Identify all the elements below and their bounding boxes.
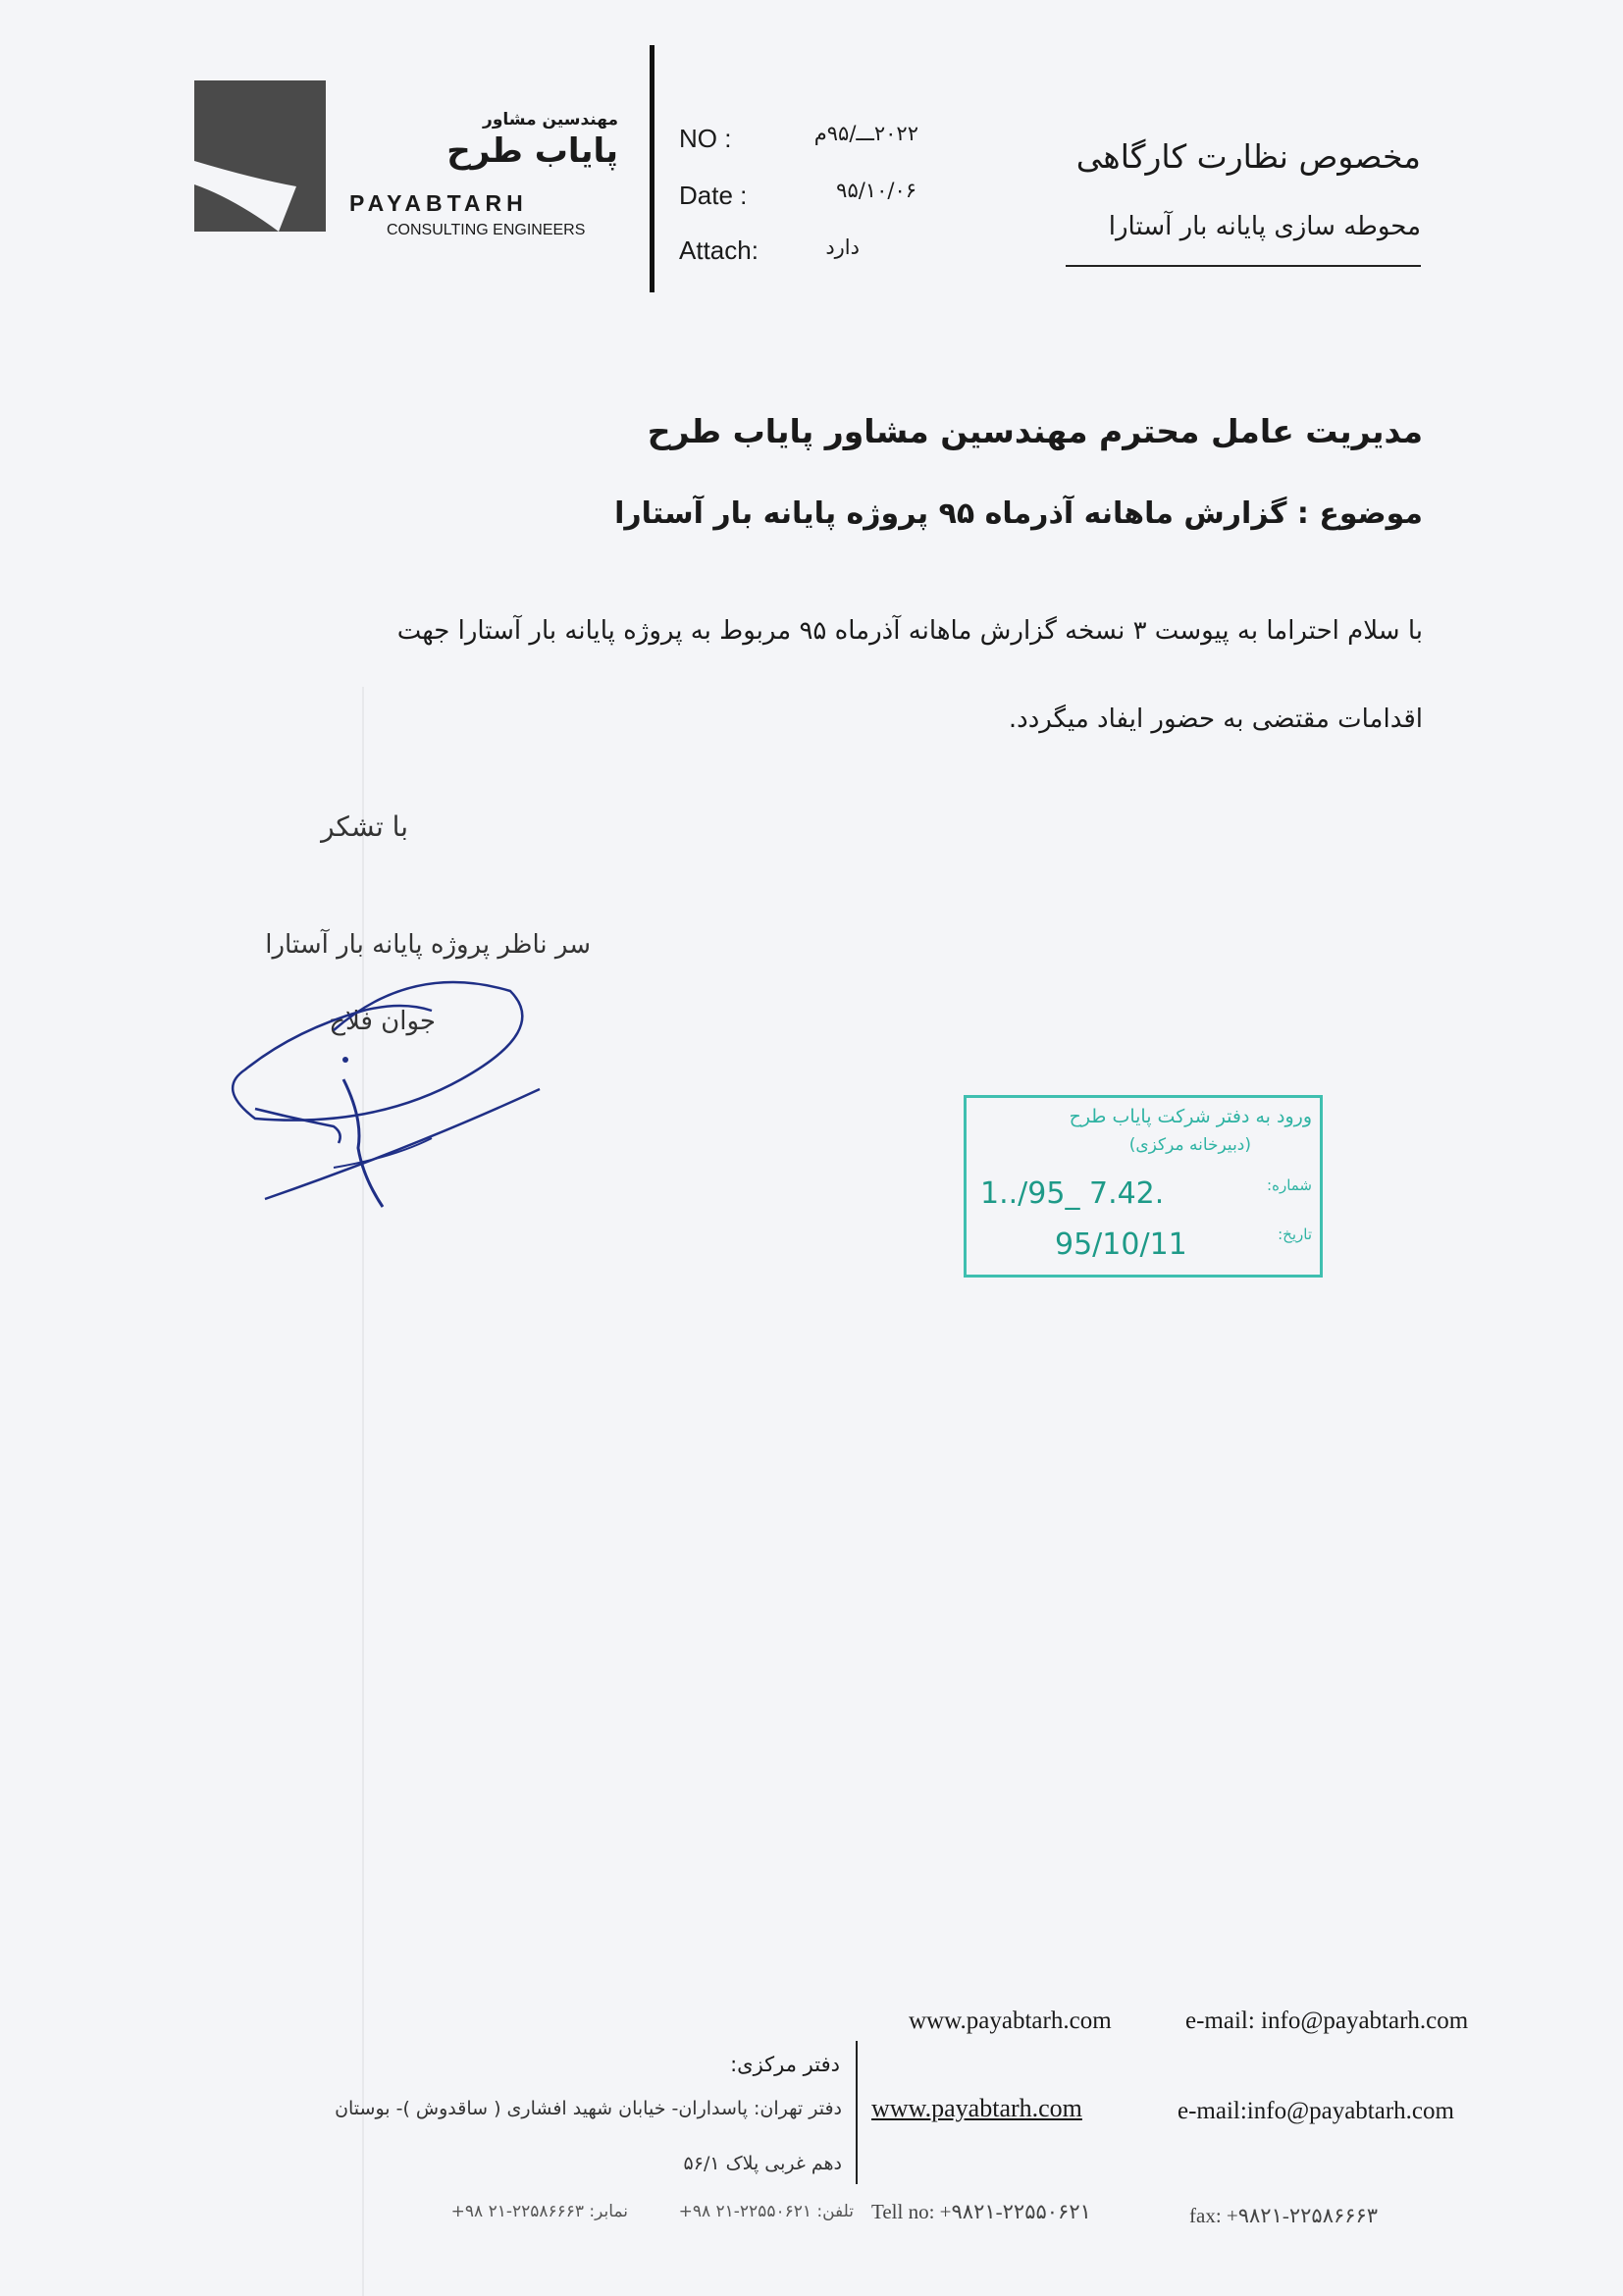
letter-subheading: محوطه سازی پایانه بار آستارا	[1108, 212, 1421, 241]
stamp-title: ورود به دفتر شرکت پایاب طرح	[1069, 1106, 1312, 1127]
stamp-date-label: تاریخ:	[1278, 1226, 1312, 1243]
stamp-subtitle: (دبیرخانه مرکزی)	[1128, 1135, 1251, 1155]
subject-line: موضوع : گزارش ماهانه آذرماه ۹۵ پروژه پایانه بار آستارا	[614, 496, 1423, 531]
footer-email-2: e-mail:info@payabtarh.com	[1178, 2098, 1454, 2124]
header-divider	[650, 45, 654, 292]
attachment-value: دارد	[825, 235, 860, 259]
addressee: مدیریت عامل محترم مهندسین مشاور پایاب طرح	[647, 412, 1423, 450]
footer-tehran-address: دفتر تهران: پاسداران- خیابان شهید افشاری ( ساقدوش )- بوستان	[335, 2098, 842, 2119]
letter-date-label: Date :	[679, 181, 748, 210]
footer-phone: Tell no: +۹۸۲۱-۲۲۵۵۰۶۲۱	[871, 2200, 1091, 2223]
footer-website-link[interactable]: www.payabtarh.com	[871, 2094, 1082, 2122]
footer-central-office: دفتر مرکزی:	[730, 2053, 840, 2076]
logo-tagline: CONSULTING ENGINEERS	[387, 222, 586, 238]
paper-fold-line	[362, 687, 364, 2296]
closing: با تشکر	[321, 810, 408, 843]
letter-heading: مخصوص نظارت کارگاهی	[1075, 137, 1421, 176]
stamp-number-label: شماره:	[1267, 1176, 1312, 1194]
footer-divider	[856, 2041, 858, 2184]
attachment-label: Attach:	[679, 235, 759, 265]
footer-website: www.payabtarh.com	[909, 2008, 1112, 2034]
footer-fax: fax: +۹۸۲۱-۲۲۵۸۶۶۶۳	[1189, 2204, 1379, 2227]
letter-date-value: ۹۵/۱۰/۰۶	[836, 179, 916, 202]
subheading-underline	[1066, 265, 1421, 267]
footer-phone-persian: تلفن: ۲۲۵۵۰۶۲۱-۲۱ ۹۸+	[678, 2202, 854, 2221]
stamp-number-value: 1../95_ 7.42.	[980, 1176, 1165, 1211]
footer-address-line-2: دهم غربی پلاک ۵۶/۱	[683, 2153, 842, 2174]
logo-persian-caption: مهندسین مشاور	[483, 110, 618, 130]
logo-mark-icon	[194, 80, 326, 232]
letter-number-value: ۲۰۲۲ـــ/۹۵م	[813, 122, 918, 145]
receipt-stamp	[964, 1095, 1323, 1278]
footer-email: e-mail: info@payabtarh.com	[1185, 2008, 1469, 2034]
stamp-date-value: 95/10/11	[1055, 1227, 1187, 1262]
body-paragraph-line-2: اقدامات مقتضی به حضور ایفاد میگردد.	[1008, 704, 1423, 734]
signature-icon	[216, 971, 550, 1217]
logo-persian-name: پایاب طرح	[446, 131, 618, 171]
letter-number-label: NO :	[679, 124, 732, 153]
signer-name: جوان فلاح	[329, 1007, 436, 1036]
footer-fax-persian: نمابر: ۲۲۵۸۶۶۶۳-۲۱ ۹۸+	[450, 2202, 628, 2221]
logo-english-name: PAYABTARH	[349, 190, 528, 216]
body-paragraph-line-1: با سلام احتراما به پیوست ۳ نسخه گزارش ماهانه آذرماه ۹۵ مربوط به پروژه پایانه بار آستارا جهت	[396, 616, 1423, 646]
signer-role: سر ناظر پروژه پایانه بار آستارا	[265, 930, 591, 960]
logo	[194, 80, 326, 232]
